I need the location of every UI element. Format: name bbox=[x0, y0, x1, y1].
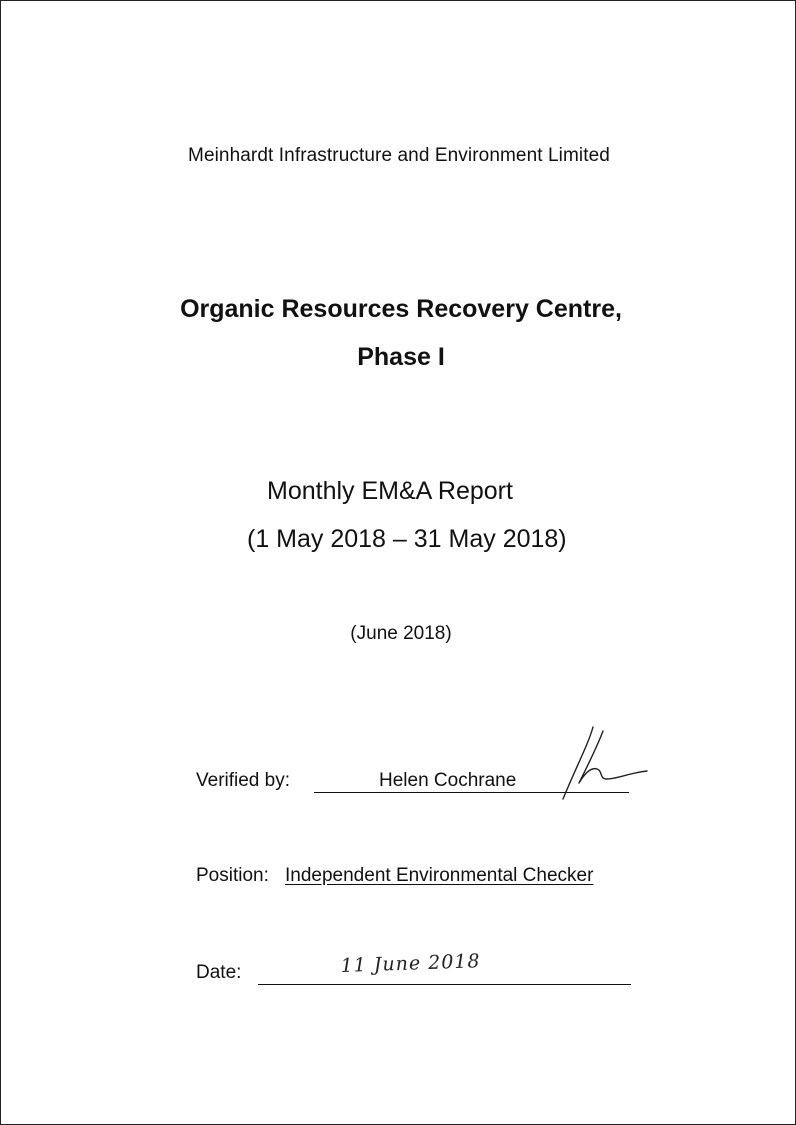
verified-by-label: Verified by: bbox=[196, 770, 290, 791]
handwritten-date: 11 June 2018 bbox=[340, 950, 481, 977]
project-title-line-1: Organic Resources Recovery Centre, bbox=[180, 295, 622, 323]
report-date: (June 2018) bbox=[350, 623, 452, 644]
report-title: Monthly EM&A Report bbox=[267, 477, 513, 505]
project-title bbox=[1, 285, 796, 381]
position-value: Independent Environmental Checker bbox=[285, 865, 594, 886]
date-line bbox=[258, 984, 631, 985]
verifier-name: Helen Cochrane bbox=[379, 770, 517, 791]
signature-mark bbox=[555, 725, 655, 801]
project-title-line-2: Phase I bbox=[357, 343, 445, 371]
date-label: Date: bbox=[196, 962, 242, 983]
report-period: (1 May 2018 – 31 May 2018) bbox=[247, 525, 567, 553]
company-name: Meinhardt Infrastructure and Environment Limited bbox=[188, 145, 610, 166]
position-label: Position: bbox=[196, 865, 269, 886]
